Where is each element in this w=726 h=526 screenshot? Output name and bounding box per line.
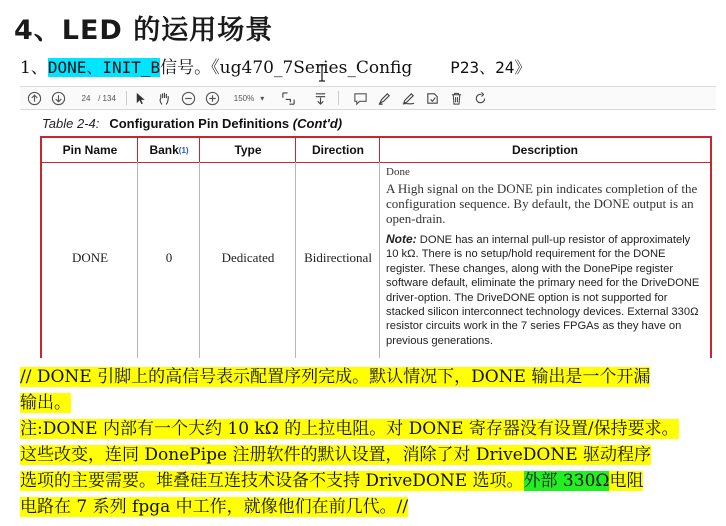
cell-description xyxy=(386,166,702,348)
pdf-toolbar xyxy=(20,86,716,110)
stamp-icon[interactable] xyxy=(424,89,440,107)
desc-paragraph: A High signal on the DONE pin indicates completion of the configuration sequence. By default, the DONE output is an open-drain. xyxy=(386,181,698,226)
desc-note xyxy=(386,232,702,348)
highlight-icon[interactable] xyxy=(376,89,392,107)
cell-pin-name: DONE xyxy=(71,250,109,265)
caption-number: Table 2-4: xyxy=(42,116,100,131)
text-cursor-icon xyxy=(318,64,326,82)
header-type: Type xyxy=(200,138,296,163)
delete-icon[interactable] xyxy=(448,89,464,107)
section-heading: 4、LED 的运用场景 xyxy=(14,15,274,46)
comment-icon[interactable] xyxy=(352,89,368,107)
note-line-2d: 电阻 xyxy=(609,471,644,491)
scroll-down-icon[interactable] xyxy=(50,89,66,107)
header-bank: Bank (1) xyxy=(138,138,200,163)
signal-pages: P23、24》 xyxy=(450,58,531,77)
draw-icon[interactable] xyxy=(400,89,416,107)
signal-suffix: 信号。《ug470_7Series_Config xyxy=(160,58,413,78)
bank-footnote[interactable]: (1) xyxy=(178,145,189,155)
cell-direction: Bidirectional xyxy=(304,250,372,265)
note-green-highlight: 外部 330Ω xyxy=(523,471,610,491)
download-icon[interactable] xyxy=(312,89,328,107)
note-line-2b: 这些改变，连同 DonePipe 注册软件的默认设置，消除了对 DriveDONE 驱动程序 xyxy=(20,445,652,465)
table-caption xyxy=(42,116,342,131)
desc-title: Done xyxy=(386,166,410,178)
caption-title: Configuration Pin Definitions xyxy=(109,116,290,131)
signal-line xyxy=(20,53,530,78)
cell-bank: 0 xyxy=(165,250,173,265)
page-total: / 134 xyxy=(98,93,116,103)
cell-type: Dedicated xyxy=(221,250,275,265)
translation-note xyxy=(20,364,720,520)
header-direction: Direction xyxy=(296,138,380,163)
note-line-1a: // DONE 引脚上的高信号表示配置序列完成。默认情况下，DONE 输出是一个开漏 xyxy=(20,367,651,387)
config-pin-table xyxy=(40,136,712,358)
hand-icon[interactable] xyxy=(156,89,172,107)
caption-sub: (Cont'd) xyxy=(292,116,343,131)
note-line-2e: 电路在 7 系列 fpga 中工作，就像他们在前几代。// xyxy=(20,497,409,517)
page-number-input[interactable]: 24 xyxy=(81,93,91,103)
note-line-1b: 输出。 xyxy=(20,393,71,413)
signal-highlight: DONE、INIT_B xyxy=(47,58,161,77)
zoom-out-icon[interactable] xyxy=(180,89,196,107)
signal-prefix: 1、 xyxy=(20,58,48,78)
scroll-up-icon[interactable] xyxy=(26,89,42,107)
rotate-icon[interactable] xyxy=(472,89,488,107)
zoom-in-icon[interactable] xyxy=(204,89,220,107)
note-text: DONE has an internal pull-up resistor of approximately 10 kΩ. There is no setup/hold requirement for the DONE register. These changes, along with the DonePipe register software default, eliminate the primary need for the DriveDONE driver-option. The DriveDONE option is not supported for stacked silicon interconnect technology devices. External 330Ω resistor circuits work in the 7 series FPGAs as they have on previous generations. xyxy=(386,234,700,347)
note-line-2c: 选项的主要需要。堆叠硅互连技术设备不支持 DriveDONE 选项。 xyxy=(20,471,524,491)
note-line-2a: 注:DONE 内部有一个大约 10 kΩ 的上拉电阻。对 DONE 寄存器没有设置/保持要求。 xyxy=(20,419,679,439)
note-label: Note: xyxy=(386,232,417,246)
pointer-icon[interactable] xyxy=(132,89,148,107)
header-description: Description xyxy=(380,138,710,163)
header-pin-name: Pin Name xyxy=(42,138,138,163)
zoom-select[interactable]: 150% ▾ xyxy=(233,93,265,103)
fit-page-icon[interactable] xyxy=(278,89,298,107)
